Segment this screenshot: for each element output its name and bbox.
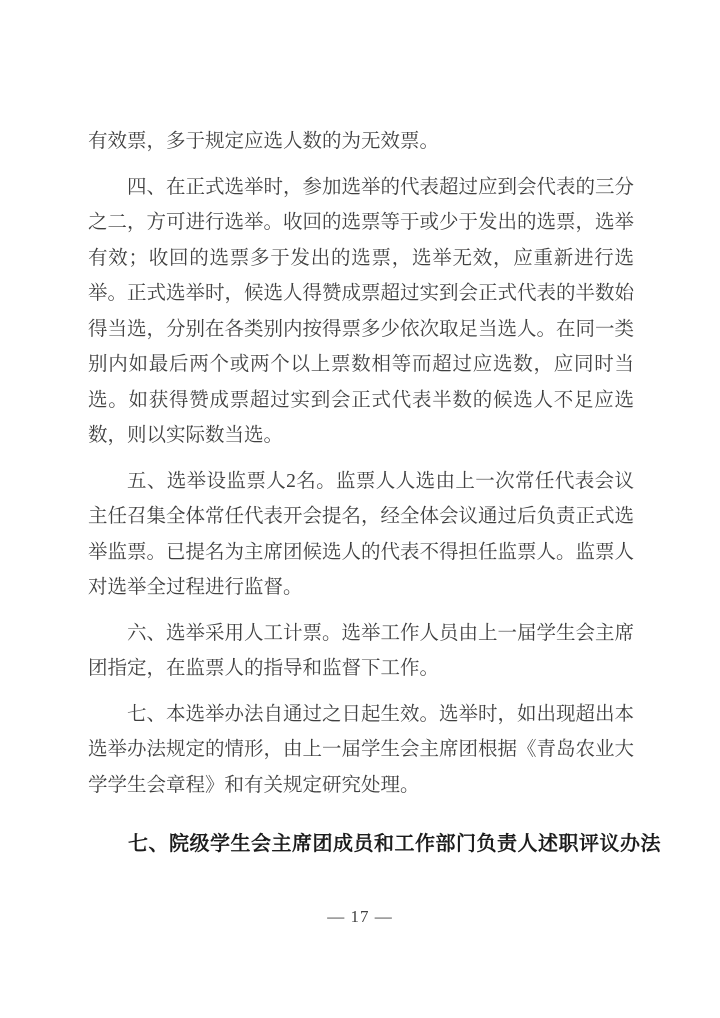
body-paragraph: 五、选举设监票人2名。监票人人选由上一次常任代表会议主任召集全体常任代表开会提名，经全体会议通过后负责正式选举监票。已提名为主席团候选人的代表不得担任监票人。监票人对选举全过程进行监督。 [88,470,635,598]
body-paragraph: 七、本选举办法自通过之日起生效。选举时，如出现超出本选举办法规定的情形，由上一届学生会主席团根据《青岛农业大学学生会章程》和有关规定研究处理。 [88,703,635,796]
page-number: — 17 — [327,907,393,926]
body-text [88,124,634,813]
body-paragraph: 四、在正式选举时，参加选举的代表超过应到会代表的三分之二，方可进行选举。收回的选票等于或少于发出的选票，选举有效；收回的选票多于发出的选票，选举无效，应重新进行选举。正式选举时，候选人得赞成票超过实到会正式代表的半数始得当选，分别在各类别内按得票多少依次取足当选人。在同一类别内如最后两个或两个以上票数相等而超过应选数，应同时当选。如获得赞成票超过实到会正式代表半数的候选人不足应选数，则以实际数当选。 [88,176,635,446]
section-heading: 七、院级学生会主席团成员和工作部门负责人述职评议办法 [128,833,661,855]
body-paragraph: 有效票，多于规定应选人数的为无效票。 [88,131,440,152]
body-paragraph: 六、选举采用人工计票。选举工作人员由上一届学生会主席团指定，在监票人的指导和监督下工作。 [88,622,635,679]
